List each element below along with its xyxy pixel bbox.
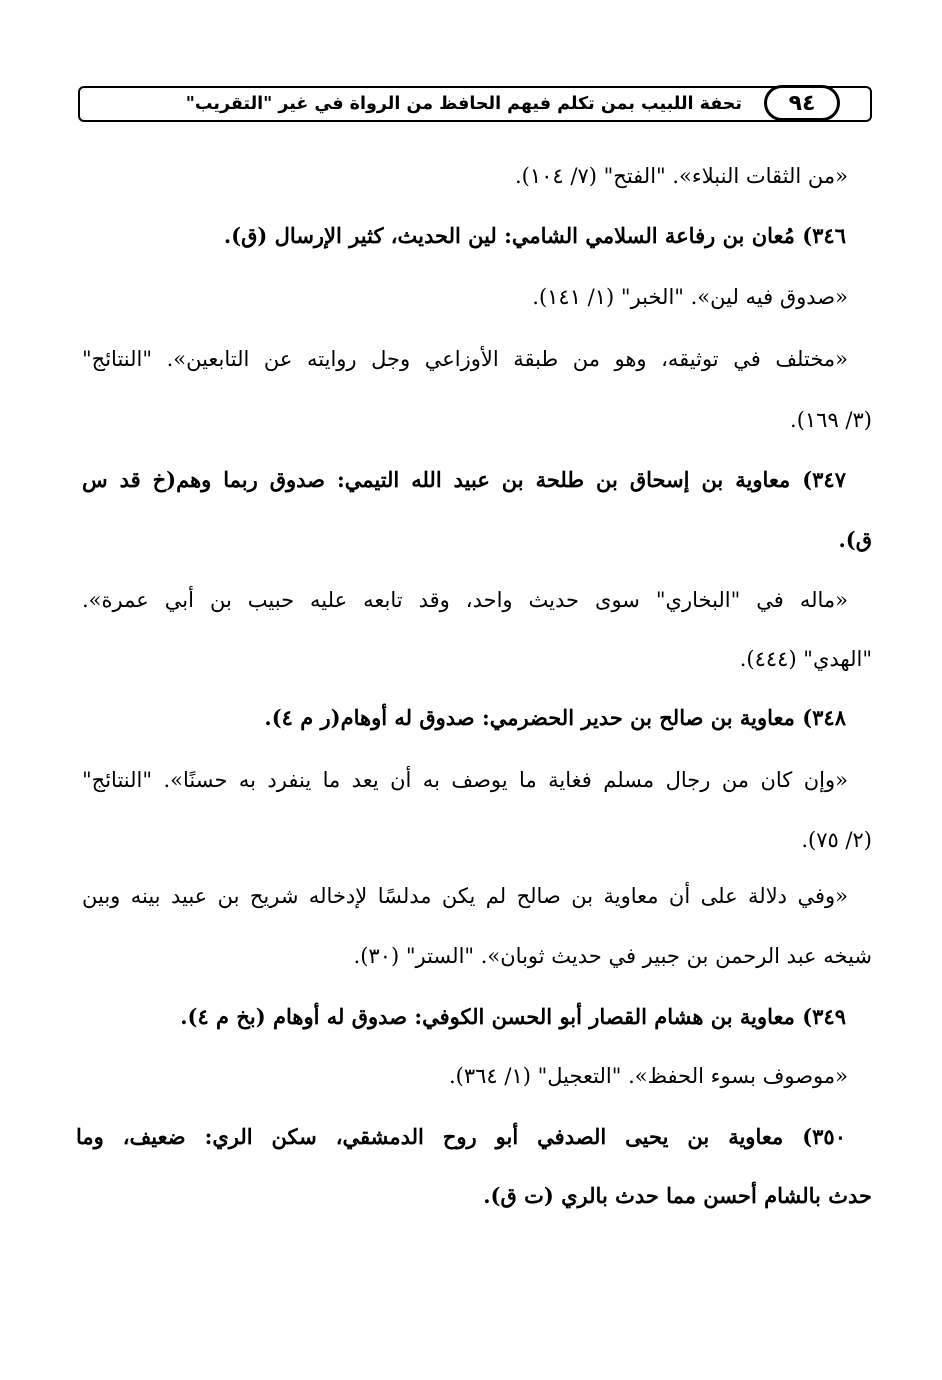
- text-line: «مختلف في توثيقه، وهو من طبقة الأوزاعي وجل روايته عن التابعين». "النتائج": [82, 347, 848, 371]
- entry-heading: ق).: [838, 527, 872, 552]
- page-number: ٩٤: [764, 85, 840, 121]
- text-line: شيخه عبد الرحمن بن جبير في حديث ثوبان». "الستر" (٣٠).: [353, 944, 872, 968]
- text-line: (٢/ ٧٥).: [801, 828, 872, 852]
- entry-heading: ٣٤٧) معاوية بن إسحاق بن طلحة بن عبيد الله التيمي: صدوق ربما وهم(خ قد س: [82, 467, 846, 492]
- entry-heading: ٣٥٠) معاوية بن يحيى الصدفي أبو روح الدمشقي، سكن الري: ضعيف، وما: [76, 1124, 846, 1149]
- entry-heading: ٣٤٩) معاوية بن هشام القصار أبو الحسن الكوفي: صدوق له أوهام (بخ م ٤).: [180, 1004, 846, 1029]
- entry-heading: ٣٤٦) مُعان بن رفاعة السلامي الشامي: لين الحديث، كثير الإرسال (ق).: [223, 223, 846, 248]
- text-line: "الهدي" (٤٤٤).: [739, 647, 872, 671]
- entry-heading: ٣٤٨) معاوية بن صالح بن حدير الحضرمي: صدوق له أوهام(ر م ٤).: [264, 705, 846, 730]
- text-line: «ماله في "البخاري" سوى حديث واحد، وقد تابعه عليه حبيب بن أبي عمرة».: [82, 588, 848, 612]
- text-line: «موصوف بسوء الحفظ». "التعجيل" (١/ ٣٦٤).: [448, 1064, 848, 1088]
- running-header: [78, 86, 872, 122]
- text-line: «من الثقات النبلاء». "الفتح" (٧/ ١٠٤).: [514, 164, 848, 188]
- text-line: «وفي دلالة على أن معاوية بن صالح لم يكن مدلسًا لإدخاله شريح بن عبيد بينه وبين: [82, 884, 848, 908]
- text-line: «وإن كان من رجال مسلم فغاية ما يوصف به أن يعد ما ينفرد به حسنًا». "النتائج": [82, 768, 848, 792]
- text-line: (٣/ ١٦٩).: [790, 408, 872, 432]
- text-line: «صدوق فيه لين». "الخبر" (١/ ١٤١).: [532, 285, 848, 309]
- book-title: تحفة اللبيب بمن تكلم فيهم الحافظ من الرواة في غير "التقريب": [185, 94, 742, 114]
- entry-heading: حدث بالشام أحسن مما حدث بالري (ت ق).: [483, 1183, 872, 1208]
